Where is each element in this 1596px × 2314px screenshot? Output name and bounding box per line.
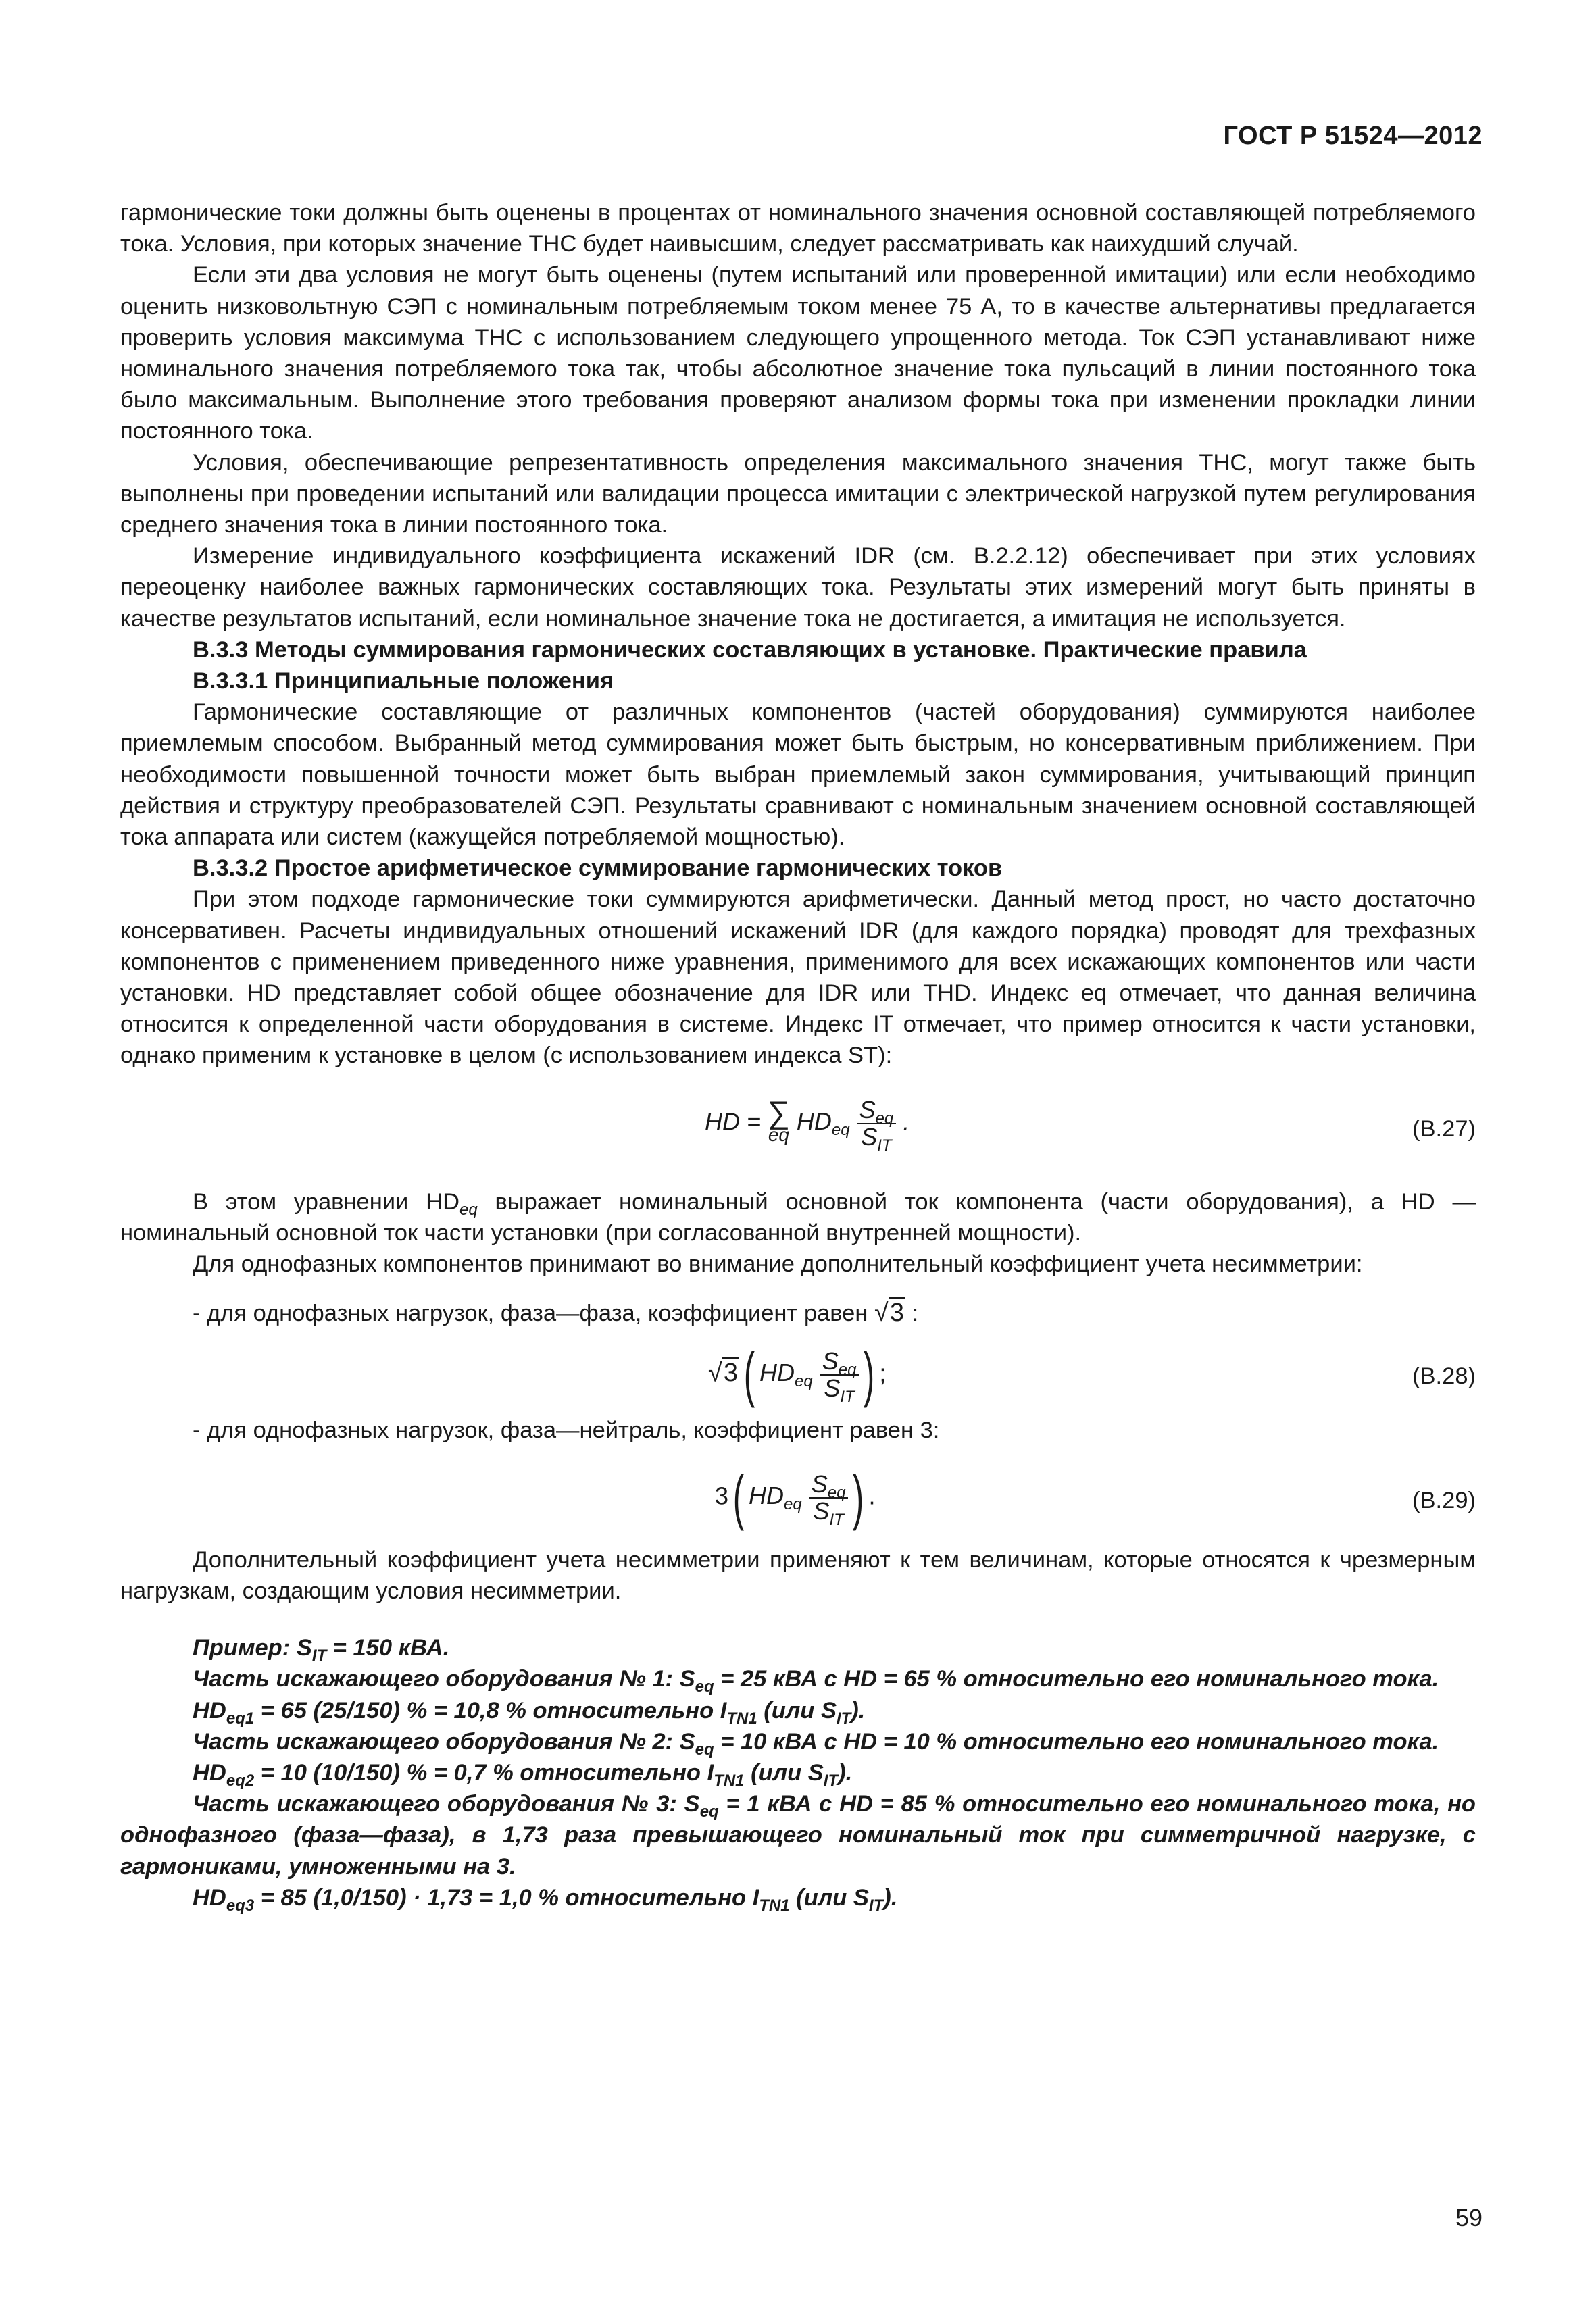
text-run: Часть искажающего оборудования № 3: S — [193, 1791, 700, 1817]
paragraph: Для однофазных компонентов принимают во внимание дополнительный коэффициент учета несимметрии: — [193, 1251, 1363, 1278]
paragraph: гармонические токи должны быть оценены в процентах от номинального значения основной составляющей потребляемого тока. Условия, при которых значение THC будет наивысшим, следует рассматривать как наихудший случай. — [120, 200, 1476, 257]
text-run: = 65 (25/150) % = 10,8 % относительно I — [254, 1697, 727, 1724]
example-line — [120, 1757, 1476, 1788]
subscript: IT — [836, 1709, 851, 1728]
subscript: eq1 — [226, 1709, 255, 1728]
text-run: выражает номинальный основной ток компонента (части оборудования), а HD — номинальный основной ток части установки (при согласованной внутренней мощности). — [120, 1188, 1476, 1246]
paragraph: - для однофазных нагрузок, фаза—нейтраль, коэффициент равен 3: — [193, 1417, 940, 1443]
example-line — [120, 1788, 1476, 1882]
example-line — [120, 1726, 1476, 1757]
text-run: = 150 кВА. — [326, 1635, 450, 1661]
paragraph: Гармонические составляющие от различных компонентов (частей оборудования) суммируются наиболее приемлемым способом. Выбранный метод суммирования может быть быстрым, но консервативным приближением. При необходимости повышенной точности может быть выбран приемлемый закон суммирования, учитывающий принцип действия и структуру преобразователей СЭП. Результаты сравнивают с номинальным значением основной составляющей тока аппарата или систем (кажущейся потребляемой мощностью). — [120, 699, 1476, 851]
text-run: HD — [193, 1697, 226, 1724]
formula-b29: 3( $HD_{eq}$ $\frac{S_{eq}}{S_{IT}}$ ) . (В.29) — [715, 1463, 1476, 1532]
equation-number: (В.29) — [1412, 1487, 1476, 1513]
example-line — [120, 1882, 1476, 1913]
text-run: (или S — [789, 1884, 869, 1911]
section-heading: В.3.3 Методы суммирования гармонических составляющих в установке. Практические правила — [193, 636, 1307, 663]
subscript: IT — [311, 1646, 327, 1665]
text-run: HD — [193, 1884, 226, 1911]
example-line — [120, 1632, 1476, 1663]
text-run: Пример: S — [193, 1635, 312, 1661]
subscript: eq — [695, 1740, 714, 1759]
text-run: = 85 (1,0/150) · 1,73 = 1,0 % относительно I — [254, 1884, 759, 1911]
formula-b28: √3( $HD_{eq}$ $\frac{S_{eq}}{S_{IT}}$ ) ; (В.28) — [708, 1340, 1476, 1409]
paragraph: Измерение индивидуального коэффициента искажений IDR (см. В.2.2.12) обеспечивает при этих условиях переоценку наиболее важных гармонических составляющих тока. Результаты этих измерений могут быть приняты в качестве результатов испытаний, если номинальное значение тока не достигается, а имитация не используется. — [120, 543, 1476, 632]
section-heading: В.3.3.2 Простое арифметическое суммирование гармонических токов — [193, 855, 1003, 882]
subscript: eq — [695, 1678, 714, 1696]
text-run: HD — [193, 1759, 226, 1786]
standard-code-header: ГОСТ Р 51524—2012 — [1223, 122, 1482, 150]
paragraph: Условия, обеспечивающие репрезентативность определения максимального значения THC, могут также быть выполнены при проведении испытаний или валидации процесса имитации с электрической нагрузкой путем регулирования среднего значения тока в линии постоянного тока. — [120, 449, 1476, 538]
text-run: В этом уравнении HD — [193, 1188, 459, 1215]
subscript: eq — [699, 1803, 719, 1821]
text-run: = 1 кВА с HD = 85 % относительно его номинального тока, но однофазного (фаза—фаза), в 1,73 раза превышающего номинальный ток при симметричной нагрузке, с гармониками, умноженными на 3. — [120, 1791, 1476, 1880]
text-run: = 10 (10/150) % = 0,7 % относительно I — [254, 1759, 714, 1786]
text-run: - для однофазных нагрузок, фаза—фаза, коэффициент равен — [193, 1301, 868, 1327]
subscript: eq2 — [226, 1771, 255, 1790]
formula-b27: HD = ∑ eq $HD_{eq}$ $\frac{S_{eq}}{S_{IT}}$ . (В.27) — [705, 1094, 1476, 1155]
text-run: ). — [883, 1884, 898, 1911]
subscript: TN1 — [759, 1896, 790, 1915]
paragraph: Если эти два условия не могут быть оценены (путем испытаний или проверенной имитации) или если необходимо оценить низковольтную СЭП с номинальным потребляемым током менее 75 А, то в качестве альтернативы предлагается проверить условия максимума THC с использованием следующего упрощенного метода. Ток СЭП устанавливают ниже номинального значения потребляемого тока так, чтобы абсолютное значение тока пульсаций в линии постоянного тока было максимальным. Выполнение этого требования проверяют анализом формы тока при изменении прокладки линии постоянного тока. — [120, 262, 1476, 445]
document-body — [120, 197, 1476, 1913]
text-run: ). — [838, 1759, 853, 1786]
paragraph: При этом подходе гармонические токи суммируются арифметически. Данный метод прост, но часто достаточно консервативен. Расчеты индивидуальных отношений искажений IDR (для каждого порядка) проводят для трехфазных компонентов с применением приведенного ниже уравнения, применимого для всех искажающих компонентов или части установки. HD представляет собой общее обозначение для IDR или THD. Индекс eq отмечает, что данная величина относится к определенной части оборудования в системе. Индекс IT отмечает, что пример относится к части установки, однако применим к установке в целом (с использованием индекса ST): — [120, 886, 1476, 1069]
subscript: eq — [459, 1200, 478, 1219]
subscript: TN1 — [726, 1709, 757, 1728]
subscript: IT — [823, 1771, 839, 1790]
text-run: = 10 кВА с HD = 10 % относительно его номинального тока. — [714, 1728, 1439, 1755]
paragraph — [120, 1186, 1476, 1249]
sqrt-three: √3 — [874, 1299, 905, 1328]
page-number: 59 — [1455, 2204, 1482, 2232]
section-heading: В.3.3.1 Принципиальные положения — [193, 668, 614, 695]
subscript: eq3 — [226, 1896, 255, 1915]
text-run: ). — [851, 1697, 866, 1724]
example-line — [120, 1695, 1476, 1726]
example-block — [120, 1632, 1476, 1913]
text-run: (или S — [757, 1697, 837, 1724]
text-run: (или S — [744, 1759, 824, 1786]
subscript: TN1 — [714, 1771, 745, 1790]
equation-number: (В.27) — [1412, 1115, 1476, 1142]
paragraph: - для однофазных нагрузок, фаза—фаза, коэффициент равен √3 : — [193, 1299, 919, 1328]
text-run: Часть искажающего оборудования № 1: S — [193, 1666, 695, 1692]
subscript: IT — [868, 1896, 884, 1915]
equation-number: (В.28) — [1412, 1363, 1476, 1389]
example-line — [120, 1663, 1476, 1694]
paragraph: Дополнительный коэффициент учета несимметрии применяют к тем величинам, которые относятся к чрезмерным нагрузкам, создающим условия несимметрии. — [120, 1546, 1476, 1604]
text-run: = 25 кВА с HD = 65 % относительно его номинального тока. — [714, 1666, 1439, 1692]
text-run: Часть искажающего оборудования № 2: S — [193, 1728, 695, 1755]
